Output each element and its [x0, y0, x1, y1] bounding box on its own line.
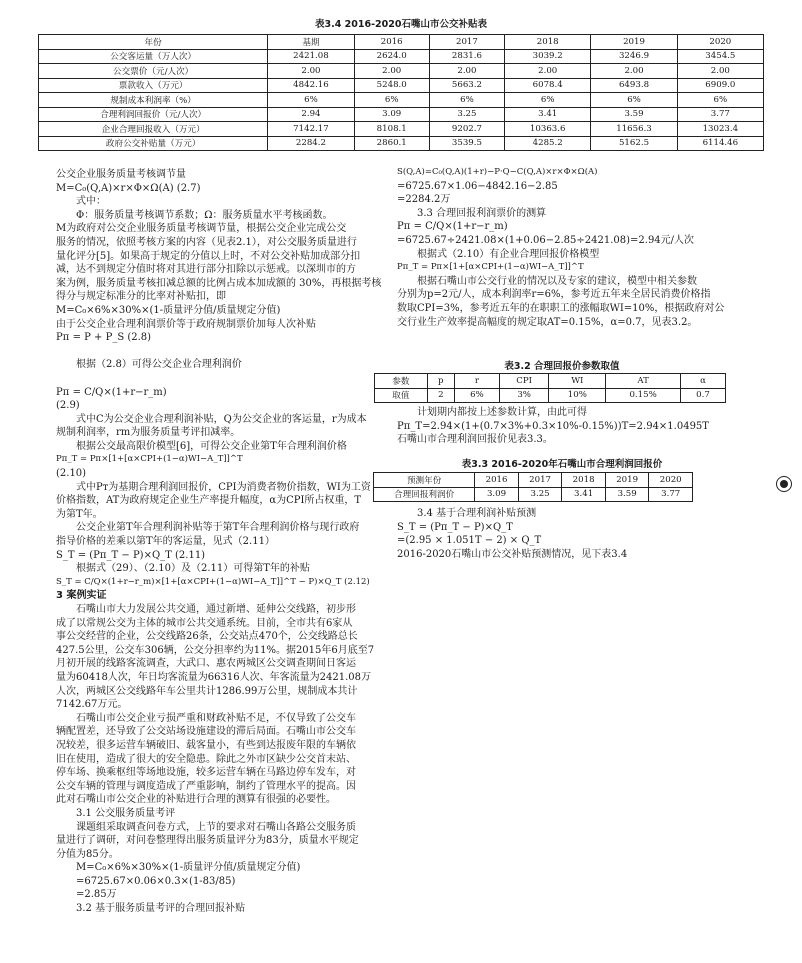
table-cell: 2017	[518, 473, 562, 488]
text-line: 人次，两城区公交线路年车公里共计1286.99万公里，规制成本共计	[56, 685, 358, 697]
text-line: 指导价格的差乘以第T年的客运量，见式（2.11）	[56, 536, 275, 548]
text-line: 成了以常规公交为主体的城市公共交通系统。目前，全市共有6家从	[56, 617, 353, 629]
text-line: 规制利润率，rm为服务质量考评扣减率。	[56, 427, 241, 439]
text-line	[56, 372, 400, 386]
table-cell: 公交票价（元/人次）	[39, 64, 268, 79]
text-line: 3.1 公交服务质量考评	[76, 807, 176, 819]
table-cell: 2860.1	[354, 136, 429, 151]
text-line: Pп = C/Q×(1+r−r_m)	[397, 221, 508, 233]
text-line: 根据式（2.10）有企业合理回报价格模型	[417, 248, 600, 260]
table-cell: 3.41	[505, 107, 591, 122]
text-line: 月初开展的线路客流调查，大武口、惠农两城区公交调查期间日客运	[56, 658, 356, 670]
table-cell: 6%	[677, 93, 763, 108]
table-cell: 2.00	[354, 64, 429, 79]
table-cell: WI	[549, 374, 606, 389]
table-cell: 年份	[39, 35, 268, 50]
text-line: M=C₀×6%×30%×(1-质量评分值/质量规定分值)	[56, 304, 281, 316]
text-line: 数取CPI=3%，参考近五年的在职职工的涨幅取WI=10%，根据政府对公	[397, 302, 725, 314]
table-cell: 0.15%	[606, 388, 681, 403]
table-cell: 6%	[454, 388, 499, 403]
table-cell: 2624.0	[354, 49, 429, 64]
text-line: 辆配置差，还导致了公交站场设施建设的滞后局面。石嘴山市公交车	[56, 726, 356, 738]
registration-mark-icon	[776, 476, 792, 492]
table-cell: 3454.5	[677, 49, 763, 64]
table-cell: 3246.9	[591, 49, 677, 64]
text-line: 式中C为公交企业合理利润补贴，Q为公交企业的客运量，r为成本	[76, 413, 367, 425]
table-cell: 6493.8	[591, 78, 677, 93]
text-line: 石嘴山市大力发展公共交通，通过新增、延伸公交线路，初步形	[76, 604, 356, 615]
text-line: 由于公交企业合理利润票价等于政府规制票价加每人次补贴	[56, 318, 316, 330]
table-3-2	[374, 373, 726, 403]
table-cell: 2020	[649, 473, 693, 488]
table-cell: 2016	[354, 35, 429, 50]
text-line: 停车场、换乘枢纽等场地设施，较多运营车辆在马路边停车发车，对	[56, 767, 356, 779]
text-line: 旧在使用，造成了很大的安全隐患。除此之外市区缺少公交首末站、	[56, 753, 356, 765]
text-line: Pп_T = Pп×[1+[α×CPI+(1−α)WI−A_T]]^T	[397, 262, 584, 273]
text-line: 根据公交最高限价模型[6]，可得公交企业第T年合理利润价格	[76, 440, 347, 452]
table-cell: 3.77	[677, 107, 763, 122]
text-line: (2.9)	[56, 400, 80, 412]
table-cell: 5663.2	[429, 78, 504, 93]
table-cell: 2.00	[429, 64, 504, 79]
table-cell: 规制成本利润率（%）	[39, 93, 268, 108]
text-line: =2.85万	[76, 889, 117, 901]
table-cell: 参数	[375, 374, 428, 389]
text-line: 427.5公里，公交车306辆，公交分担率约为11%。据2015年6月底至7	[56, 644, 375, 656]
text-line: 此对石嘴山市公交企业的补贴进行合理的测算有很强的必要性。	[56, 794, 336, 806]
table-cell: 10363.6	[505, 122, 591, 137]
table-cell: 11656.3	[591, 122, 677, 137]
table-cell: 3.59	[591, 107, 677, 122]
table-cell: 6%	[354, 93, 429, 108]
table-cell: 3.41	[562, 487, 606, 502]
text-line: M=C₀×6%×30%×(1-质量评分值/质量规定分值)	[76, 862, 301, 874]
table-cell: 6%	[591, 93, 677, 108]
table-cell: 企业合理回报收入（万元）	[39, 122, 268, 137]
table-cell: 4285.2	[505, 136, 591, 151]
table-cell: 6078.4	[505, 78, 591, 93]
text-line: 式中Pт为基期合理利润回报价，CPI为消费者物价指数，WI为工资	[76, 481, 371, 493]
table-cell: 合理利润回报价（元/人次）	[39, 107, 268, 122]
table-row	[39, 49, 764, 64]
text-line: S_T = (Pп_T − P)×Q_T (2.11)	[56, 549, 206, 561]
text-line: S_T = (Pп_T − P)×Q_T	[397, 521, 513, 533]
table-cell: 0.7	[680, 388, 725, 403]
text-line: Pп_T = Pп×[1+[α×CPI+(1−α)WI−A_T]]^T	[56, 454, 243, 465]
text-line: 3.3 合理回报利润票价的测算	[417, 207, 547, 219]
table-cell: 3.25	[518, 487, 562, 502]
table-cell: 预测年份	[374, 473, 475, 488]
table-cell: 2421.08	[268, 49, 354, 64]
text-line: 计划期内都按上述参数计算，由此可得	[417, 407, 587, 418]
text-line: =(2.95 × 1.051T − 2) × Q_T	[397, 535, 542, 547]
table-cell: 3.77	[649, 487, 693, 502]
right-column-part3	[397, 507, 727, 561]
table-cell: 3%	[499, 388, 549, 403]
text-line: 为第T年。	[56, 508, 103, 520]
text-line: 石嘴山市公交企业亏损严重和财政补贴不足，不仅导致了公交车	[76, 712, 356, 724]
text-line: =6725.67×0.06×0.3×(1-83/85)	[76, 875, 236, 887]
text-line: 事公交经营的企业，公交线路26条，公交站点470个，公交线路总长	[56, 631, 358, 643]
text-line: 公交企业第T年合理利润补贴等于第T年合理利润价格与现行政府	[76, 522, 360, 534]
text-line: M为政府对公交企业服务质量考核调节量，根据公交企业完成公交	[56, 223, 347, 235]
table-cell: α	[680, 374, 725, 389]
text-line: Φ：服务质量考核调节系数；Ω：服务质量水平考核函数。	[76, 209, 333, 221]
text-line: 根据（2.8）可得公交企业合理利润价	[76, 359, 242, 371]
table-cell: 3539.5	[429, 136, 504, 151]
table-cell: 基期	[268, 35, 354, 50]
text-line: 3.2 基于服务质量考评的合理回报补贴	[76, 903, 246, 915]
table-3-3	[373, 472, 693, 502]
text-line: 式中：	[76, 196, 106, 208]
table-row	[39, 107, 764, 122]
table-cell: 3039.2	[505, 49, 591, 64]
table-cell: 5248.0	[354, 78, 429, 93]
table-row	[39, 93, 764, 108]
right-column-part2	[397, 406, 727, 447]
table-cell: 2020	[677, 35, 763, 50]
table-cell: 7142.17	[268, 122, 354, 137]
text-line: 公交车辆的管理与调度造成了严重影响，制约了管理水平的提高。因	[56, 780, 356, 792]
text-line: 案为例，服务质量考核扣减总额的比例占成本加成额的 30%，再根据考核	[56, 277, 382, 289]
text-line: =2284.2万	[397, 194, 451, 206]
table-cell: 4842.16	[268, 78, 354, 93]
table-row	[39, 122, 764, 137]
text-line: 减，达不到规定分值时将对其进行部分扣除以示惩戒。以深圳市的方	[56, 264, 356, 276]
text-line: 价格指数，AT为政府规定企业生产率提升幅度，α为CPI所占权重，T	[56, 495, 362, 507]
text-line: 得分与规定标准分的比率对补贴扣，即	[56, 291, 226, 303]
text-line: 7142.67万元。	[56, 699, 128, 711]
table-cell: 票款收入（万元）	[39, 78, 268, 93]
text-line: 量化评分[5]。如果高于规定的分值以上时，不对公交补贴加成部分扣	[56, 250, 361, 262]
table-cell: 2284.2	[268, 136, 354, 151]
text-line: =6725.67×1.06−4842.16−2.85	[397, 180, 558, 192]
table-cell: 3.59	[605, 487, 649, 502]
text-line: M=C₀(Q,A)×r×Φ×Ω(A) (2.7)	[56, 182, 201, 194]
text-line: 服务的情况，依照考核方案的内容（见表2.1），对公交服务质量进行	[56, 236, 357, 248]
table-cell: p	[427, 374, 454, 389]
text-line: (2.10)	[56, 468, 87, 480]
text-line: 分值为85分。	[56, 848, 119, 860]
table-cell: 2.00	[268, 64, 354, 79]
text-line: Pп = C/Q×(1+r−r_m)	[56, 386, 167, 398]
text-line: 石嘴山市合理利润回报价见表3.3。	[397, 434, 553, 446]
table-cell: 6%	[505, 93, 591, 108]
text-line: 交行业生产效率提高幅度的规定取AT=0.15%，α=0.7，见表3.2。	[397, 316, 698, 328]
table-cell: 9202.7	[429, 122, 504, 137]
table-cell: 2017	[429, 35, 504, 50]
table-cell: 2	[427, 388, 454, 403]
text-line: 2016-2020石嘴山市公交补贴预测情况，见下表3.4	[397, 548, 628, 560]
table-3-4-caption: 表3.4 2016-2020石嘴山市公交补贴表	[315, 19, 487, 30]
table-cell: 2019	[605, 473, 649, 488]
table-cell: 10%	[549, 388, 606, 403]
text-line: =6725.67÷2421.08×(1+0.06−2.85÷2421.08)=2.94元/人次	[397, 234, 695, 246]
text-line: 根据石嘴山市公交行业的情况以及专家的建议，模型中相关参数	[417, 275, 697, 287]
text-line: 根据式（29）、（2.10）及（2.11）可得第T年的补贴	[76, 563, 310, 575]
text-line: Pп = P + P_S (2.8)	[56, 332, 152, 344]
table-row	[39, 136, 764, 151]
text-line: 公交企业服务质量考核调节量	[56, 169, 186, 180]
table-cell: 取值	[375, 388, 428, 403]
table-cell: 政府公交补贴量（万元）	[39, 136, 268, 151]
table-cell: 8108.1	[354, 122, 429, 137]
table-cell: 2018	[562, 473, 606, 488]
table-cell: 5162.5	[591, 136, 677, 151]
table-cell: 13023.4	[677, 122, 763, 137]
text-line: 分别为p=2元/人，成本利润率r=6%，参考近五年来全居民消费价格指	[397, 289, 711, 301]
table-3-4	[38, 34, 764, 151]
text-line: Pп_T=2.94×(1+(0.7×3%+0.3×10%-0.15%))T=2.94×1.0495T	[397, 420, 709, 432]
text-line: 量进行了调研，对问卷整理得出服务质量评分为83分，质量水平规定	[56, 835, 359, 847]
text-line: 3 案例实证	[56, 590, 107, 602]
table-cell: 3.25	[429, 107, 504, 122]
table-cell: r	[454, 374, 499, 389]
table-cell: 6909.0	[677, 78, 763, 93]
text-line: 课题组采取调查问卷方式，上节的要求对石嘴山各路公交服务质	[76, 821, 356, 833]
table-cell: 3.09	[354, 107, 429, 122]
table-cell: 2.00	[591, 64, 677, 79]
text-line: S_T = C/Q×(1+r−r_m)×[1+[α×CPI+(1−α)WI−A_T]]^T − P)×Q_T (2.12)	[56, 576, 370, 587]
text-line	[56, 345, 400, 359]
table-cell: 2.00	[677, 64, 763, 79]
table-row	[39, 64, 764, 79]
table-cell: CPI	[499, 374, 549, 389]
table-row	[39, 78, 764, 93]
text-line: S(Q,A)=C₀(Q,A)(1+r)−P·Q−C(Q,A)×r×Φ×Ω(A)	[397, 167, 598, 177]
table-cell: 6%	[268, 93, 354, 108]
table-cell: AT	[606, 374, 681, 389]
text-line: 量为60418人次，年日均客流量为66316人次、年客流量为2421.08万	[56, 671, 371, 683]
table-3-2-caption: 表3.2 合理回报价参数取值	[504, 361, 620, 372]
table-cell: 公交客运量（万人次）	[39, 49, 268, 64]
text-line: 况较差，很多运营车辆破旧、载客量小，有些到达报废年限的车辆依	[56, 739, 356, 751]
left-column	[56, 168, 400, 916]
table-cell: 合理回报利润价	[374, 487, 475, 502]
table-cell: 2019	[591, 35, 677, 50]
table-cell: 2018	[505, 35, 591, 50]
table-cell: 6114.46	[677, 136, 763, 151]
table-cell: 2.00	[505, 64, 591, 79]
table-cell: 2016	[475, 473, 519, 488]
table-cell: 2.94	[268, 107, 354, 122]
right-column-part1	[397, 166, 727, 329]
table-cell: 2831.6	[429, 49, 504, 64]
table-cell: 3.09	[475, 487, 519, 502]
table-cell: 6%	[429, 93, 504, 108]
text-line: 3.4 基于合理利润补贴预测	[417, 508, 537, 519]
table-3-3-caption: 表3.3 2016-2020年石嘴山市合理利润回报价	[461, 459, 663, 470]
